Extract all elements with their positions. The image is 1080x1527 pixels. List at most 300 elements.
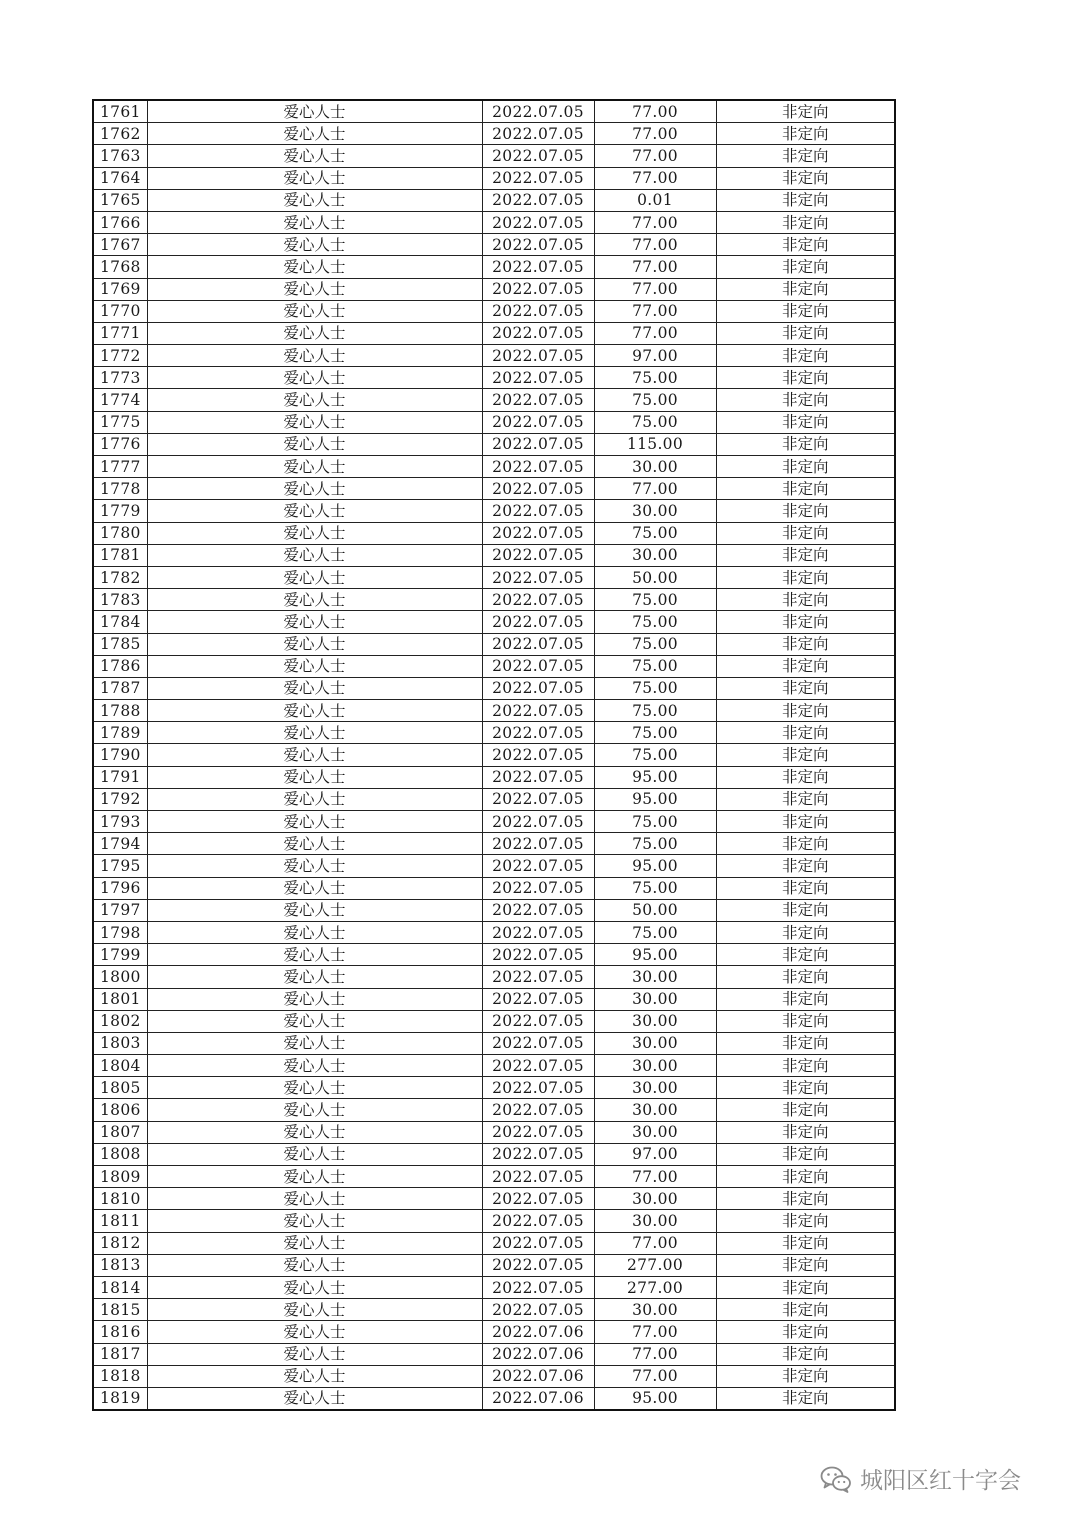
donation-table — [92, 99, 896, 1411]
row-number-cell: 1810 — [93, 1188, 147, 1210]
table-row — [93, 145, 895, 167]
amount-cell: 115.00 — [594, 433, 716, 455]
donation-type-cell: 非定向 — [716, 1232, 895, 1254]
donation-date-cell: 2022.07.05 — [482, 300, 594, 322]
amount-cell: 77.00 — [594, 1343, 716, 1365]
amount-cell: 95.00 — [594, 944, 716, 966]
donation-date-cell: 2022.07.05 — [482, 899, 594, 921]
donation-type-cell: 非定向 — [716, 1121, 895, 1143]
donor-name-cell: 爱心人士 — [147, 100, 482, 123]
amount-cell: 77.00 — [594, 478, 716, 500]
amount-cell: 75.00 — [594, 833, 716, 855]
donor-name-cell: 爱心人士 — [147, 411, 482, 433]
amount-cell: 77.00 — [594, 300, 716, 322]
donation-type-cell: 非定向 — [716, 566, 895, 588]
row-number-cell: 1774 — [93, 389, 147, 411]
donation-date-cell: 2022.07.06 — [482, 1387, 594, 1410]
donation-type-cell: 非定向 — [716, 944, 895, 966]
donation-date-cell: 2022.07.05 — [482, 921, 594, 943]
amount-cell: 77.00 — [594, 322, 716, 344]
table-row — [93, 1321, 895, 1343]
amount-cell: 30.00 — [594, 1210, 716, 1232]
row-number-cell: 1787 — [93, 677, 147, 699]
donor-name-cell: 爱心人士 — [147, 944, 482, 966]
donation-type-cell: 非定向 — [716, 633, 895, 655]
table-row — [93, 633, 895, 655]
donation-type-cell: 非定向 — [716, 1276, 895, 1298]
donor-name-cell: 爱心人士 — [147, 189, 482, 211]
table-row — [93, 1276, 895, 1298]
row-number-cell: 1792 — [93, 788, 147, 810]
amount-cell: 277.00 — [594, 1276, 716, 1298]
table-row — [93, 589, 895, 611]
amount-cell: 77.00 — [594, 145, 716, 167]
donation-date-cell: 2022.07.05 — [482, 677, 594, 699]
donor-name-cell: 爱心人士 — [147, 123, 482, 145]
donor-name-cell: 爱心人士 — [147, 1010, 482, 1032]
donation-type-cell: 非定向 — [716, 1210, 895, 1232]
donation-type-cell: 非定向 — [716, 300, 895, 322]
table-row — [93, 367, 895, 389]
amount-cell: 75.00 — [594, 811, 716, 833]
row-number-cell: 1799 — [93, 944, 147, 966]
table-row — [93, 611, 895, 633]
row-number-cell: 1797 — [93, 899, 147, 921]
donation-date-cell: 2022.07.05 — [482, 855, 594, 877]
donor-name-cell: 爱心人士 — [147, 899, 482, 921]
amount-cell: 77.00 — [594, 1365, 716, 1387]
table-row — [93, 478, 895, 500]
amount-cell: 75.00 — [594, 722, 716, 744]
amount-cell: 30.00 — [594, 1032, 716, 1054]
donation-type-cell: 非定向 — [716, 1343, 895, 1365]
donation-date-cell: 2022.07.05 — [482, 145, 594, 167]
donation-type-cell: 非定向 — [716, 1166, 895, 1188]
table-row — [93, 700, 895, 722]
donor-name-cell: 爱心人士 — [147, 456, 482, 478]
row-number-cell: 1772 — [93, 345, 147, 367]
row-number-cell: 1803 — [93, 1032, 147, 1054]
donation-date-cell: 2022.07.05 — [482, 1210, 594, 1232]
donor-name-cell: 爱心人士 — [147, 433, 482, 455]
row-number-cell: 1808 — [93, 1143, 147, 1165]
donation-date-cell: 2022.07.05 — [482, 211, 594, 233]
donation-date-cell: 2022.07.05 — [482, 655, 594, 677]
donation-date-cell: 2022.07.05 — [482, 766, 594, 788]
donation-date-cell: 2022.07.05 — [482, 1299, 594, 1321]
donation-date-cell: 2022.07.06 — [482, 1343, 594, 1365]
donor-name-cell: 爱心人士 — [147, 322, 482, 344]
donor-name-cell: 爱心人士 — [147, 145, 482, 167]
donor-name-cell: 爱心人士 — [147, 211, 482, 233]
donor-name-cell: 爱心人士 — [147, 1276, 482, 1298]
donor-name-cell: 爱心人士 — [147, 256, 482, 278]
row-number-cell: 1761 — [93, 100, 147, 123]
table-row — [93, 1343, 895, 1365]
donor-name-cell: 爱心人士 — [147, 1032, 482, 1054]
donation-date-cell: 2022.07.05 — [482, 1010, 594, 1032]
row-number-cell: 1817 — [93, 1343, 147, 1365]
row-number-cell: 1777 — [93, 456, 147, 478]
row-number-cell: 1818 — [93, 1365, 147, 1387]
table-row — [93, 811, 895, 833]
donor-name-cell: 爱心人士 — [147, 1321, 482, 1343]
donor-name-cell: 爱心人士 — [147, 811, 482, 833]
table-row — [93, 500, 895, 522]
row-number-cell: 1809 — [93, 1166, 147, 1188]
table-row — [93, 322, 895, 344]
amount-cell: 75.00 — [594, 389, 716, 411]
donation-date-cell: 2022.07.05 — [482, 123, 594, 145]
donation-date-cell: 2022.07.05 — [482, 1188, 594, 1210]
donor-name-cell: 爱心人士 — [147, 988, 482, 1010]
row-number-cell: 1807 — [93, 1121, 147, 1143]
table-row — [93, 167, 895, 189]
row-number-cell: 1814 — [93, 1276, 147, 1298]
row-number-cell: 1811 — [93, 1210, 147, 1232]
donor-name-cell: 爱心人士 — [147, 1365, 482, 1387]
donation-date-cell: 2022.07.05 — [482, 500, 594, 522]
row-number-cell: 1762 — [93, 123, 147, 145]
donation-date-cell: 2022.07.05 — [482, 478, 594, 500]
amount-cell: 95.00 — [594, 766, 716, 788]
donor-name-cell: 爱心人士 — [147, 278, 482, 300]
donation-date-cell: 2022.07.05 — [482, 877, 594, 899]
donation-date-cell: 2022.07.05 — [482, 744, 594, 766]
donor-name-cell: 爱心人士 — [147, 1387, 482, 1410]
donation-type-cell: 非定向 — [716, 921, 895, 943]
donor-name-cell: 爱心人士 — [147, 722, 482, 744]
donation-date-cell: 2022.07.05 — [482, 322, 594, 344]
donation-type-cell: 非定向 — [716, 123, 895, 145]
table-row — [93, 1166, 895, 1188]
row-number-cell: 1782 — [93, 566, 147, 588]
donation-type-cell: 非定向 — [716, 1188, 895, 1210]
table-row — [93, 1210, 895, 1232]
amount-cell: 50.00 — [594, 899, 716, 921]
row-number-cell: 1800 — [93, 966, 147, 988]
donor-name-cell: 爱心人士 — [147, 1099, 482, 1121]
amount-cell: 77.00 — [594, 100, 716, 123]
donor-name-cell: 爱心人士 — [147, 921, 482, 943]
donation-type-cell: 非定向 — [716, 611, 895, 633]
table-row — [93, 522, 895, 544]
amount-cell: 30.00 — [594, 544, 716, 566]
donation-date-cell: 2022.07.05 — [482, 433, 594, 455]
amount-cell: 95.00 — [594, 1387, 716, 1410]
donor-name-cell: 爱心人士 — [147, 566, 482, 588]
donation-type-cell: 非定向 — [716, 700, 895, 722]
donation-type-cell: 非定向 — [716, 988, 895, 1010]
amount-cell: 95.00 — [594, 855, 716, 877]
amount-cell: 77.00 — [594, 1166, 716, 1188]
row-number-cell: 1801 — [93, 988, 147, 1010]
donation-type-cell: 非定向 — [716, 966, 895, 988]
donation-type-cell: 非定向 — [716, 677, 895, 699]
donor-name-cell: 爱心人士 — [147, 167, 482, 189]
donation-type-cell: 非定向 — [716, 1055, 895, 1077]
row-number-cell: 1812 — [93, 1232, 147, 1254]
amount-cell: 75.00 — [594, 589, 716, 611]
donation-date-cell: 2022.07.05 — [482, 589, 594, 611]
row-number-cell: 1781 — [93, 544, 147, 566]
row-number-cell: 1764 — [93, 167, 147, 189]
table-row — [93, 189, 895, 211]
donation-date-cell: 2022.07.05 — [482, 456, 594, 478]
donation-date-cell: 2022.07.05 — [482, 167, 594, 189]
donation-date-cell: 2022.07.06 — [482, 1321, 594, 1343]
row-number-cell: 1816 — [93, 1321, 147, 1343]
amount-cell: 75.00 — [594, 877, 716, 899]
table-row — [93, 211, 895, 233]
donation-type-cell: 非定向 — [716, 189, 895, 211]
row-number-cell: 1806 — [93, 1099, 147, 1121]
row-number-cell: 1765 — [93, 189, 147, 211]
donation-type-cell: 非定向 — [716, 322, 895, 344]
table-row — [93, 1032, 895, 1054]
row-number-cell: 1769 — [93, 278, 147, 300]
donation-type-cell: 非定向 — [716, 456, 895, 478]
row-number-cell: 1802 — [93, 1010, 147, 1032]
donation-date-cell: 2022.07.05 — [482, 234, 594, 256]
donation-date-cell: 2022.07.05 — [482, 278, 594, 300]
donation-type-cell: 非定向 — [716, 100, 895, 123]
donation-date-cell: 2022.07.05 — [482, 833, 594, 855]
donation-type-cell: 非定向 — [716, 522, 895, 544]
watermark-text: 城阳区红十字会 — [860, 1468, 1021, 1494]
donor-name-cell: 爱心人士 — [147, 1077, 482, 1099]
donation-type-cell: 非定向 — [716, 478, 895, 500]
table-row — [93, 234, 895, 256]
watermark — [820, 1462, 1021, 1495]
row-number-cell: 1819 — [93, 1387, 147, 1410]
donor-name-cell: 爱心人士 — [147, 345, 482, 367]
table-row — [93, 1254, 895, 1276]
donation-date-cell: 2022.07.05 — [482, 256, 594, 278]
amount-cell: 75.00 — [594, 677, 716, 699]
amount-cell: 75.00 — [594, 367, 716, 389]
donation-date-cell: 2022.07.05 — [482, 788, 594, 810]
donor-name-cell: 爱心人士 — [147, 478, 482, 500]
amount-cell: 77.00 — [594, 167, 716, 189]
amount-cell: 30.00 — [594, 1188, 716, 1210]
table-row — [93, 566, 895, 588]
row-number-cell: 1788 — [93, 700, 147, 722]
donor-name-cell: 爱心人士 — [147, 744, 482, 766]
donation-date-cell: 2022.07.05 — [482, 544, 594, 566]
table-row — [93, 345, 895, 367]
row-number-cell: 1768 — [93, 256, 147, 278]
amount-cell: 97.00 — [594, 1143, 716, 1165]
row-number-cell: 1790 — [93, 744, 147, 766]
table-row — [93, 855, 895, 877]
donation-date-cell: 2022.07.05 — [482, 1099, 594, 1121]
amount-cell: 75.00 — [594, 411, 716, 433]
donation-type-cell: 非定向 — [716, 1365, 895, 1387]
donation-date-cell: 2022.07.05 — [482, 966, 594, 988]
row-number-cell: 1785 — [93, 633, 147, 655]
table-row — [93, 788, 895, 810]
wechat-icon — [820, 1465, 852, 1493]
donation-date-cell: 2022.07.05 — [482, 389, 594, 411]
row-number-cell: 1767 — [93, 234, 147, 256]
donation-type-cell: 非定向 — [716, 256, 895, 278]
table-row — [93, 766, 895, 788]
row-number-cell: 1794 — [93, 833, 147, 855]
donation-date-cell: 2022.07.05 — [482, 700, 594, 722]
donor-name-cell: 爱心人士 — [147, 1055, 482, 1077]
row-number-cell: 1770 — [93, 300, 147, 322]
donation-date-cell: 2022.07.05 — [482, 633, 594, 655]
table-row — [93, 877, 895, 899]
donation-type-cell: 非定向 — [716, 145, 895, 167]
donation-date-cell: 2022.07.05 — [482, 367, 594, 389]
donor-name-cell: 爱心人士 — [147, 500, 482, 522]
row-number-cell: 1786 — [93, 655, 147, 677]
amount-cell: 97.00 — [594, 345, 716, 367]
table-row — [93, 1232, 895, 1254]
table-row — [93, 433, 895, 455]
donation-type-cell: 非定向 — [716, 788, 895, 810]
donation-date-cell: 2022.07.05 — [482, 345, 594, 367]
table-row — [93, 389, 895, 411]
donor-name-cell: 爱心人士 — [147, 788, 482, 810]
row-number-cell: 1780 — [93, 522, 147, 544]
table-row — [93, 833, 895, 855]
donor-name-cell: 爱心人士 — [147, 589, 482, 611]
donation-type-cell: 非定向 — [716, 899, 895, 921]
row-number-cell: 1796 — [93, 877, 147, 899]
amount-cell: 30.00 — [594, 1299, 716, 1321]
table-row — [93, 677, 895, 699]
donor-name-cell: 爱心人士 — [147, 655, 482, 677]
donation-type-cell: 非定向 — [716, 234, 895, 256]
donor-name-cell: 爱心人士 — [147, 300, 482, 322]
donation-type-cell: 非定向 — [716, 1321, 895, 1343]
donor-name-cell: 爱心人士 — [147, 1143, 482, 1165]
donor-name-cell: 爱心人士 — [147, 544, 482, 566]
amount-cell: 75.00 — [594, 522, 716, 544]
row-number-cell: 1763 — [93, 145, 147, 167]
donation-date-cell: 2022.07.05 — [482, 522, 594, 544]
donor-name-cell: 爱心人士 — [147, 1166, 482, 1188]
donor-name-cell: 爱心人士 — [147, 966, 482, 988]
amount-cell: 77.00 — [594, 234, 716, 256]
amount-cell: 30.00 — [594, 1121, 716, 1143]
table-row — [93, 278, 895, 300]
donor-name-cell: 爱心人士 — [147, 877, 482, 899]
row-number-cell: 1795 — [93, 855, 147, 877]
amount-cell: 0.01 — [594, 189, 716, 211]
donor-name-cell: 爱心人士 — [147, 1188, 482, 1210]
donation-type-cell: 非定向 — [716, 1032, 895, 1054]
row-number-cell: 1793 — [93, 811, 147, 833]
donation-type-cell: 非定向 — [716, 766, 895, 788]
donation-type-cell: 非定向 — [716, 1299, 895, 1321]
donor-name-cell: 爱心人士 — [147, 833, 482, 855]
donation-type-cell: 非定向 — [716, 278, 895, 300]
donation-date-cell: 2022.07.05 — [482, 566, 594, 588]
table-row — [93, 123, 895, 145]
row-number-cell: 1779 — [93, 500, 147, 522]
donor-name-cell: 爱心人士 — [147, 522, 482, 544]
donation-type-cell: 非定向 — [716, 722, 895, 744]
donation-type-cell: 非定向 — [716, 1099, 895, 1121]
table-row — [93, 921, 895, 943]
donation-date-cell: 2022.07.05 — [482, 611, 594, 633]
donor-name-cell: 爱心人士 — [147, 389, 482, 411]
row-number-cell: 1815 — [93, 1299, 147, 1321]
row-number-cell: 1783 — [93, 589, 147, 611]
donation-date-cell: 2022.07.05 — [482, 1032, 594, 1054]
donation-date-cell: 2022.07.05 — [482, 988, 594, 1010]
donation-type-cell: 非定向 — [716, 1077, 895, 1099]
donation-date-cell: 2022.07.05 — [482, 1254, 594, 1276]
donation-type-cell: 非定向 — [716, 1143, 895, 1165]
amount-cell: 50.00 — [594, 566, 716, 588]
table-row — [93, 544, 895, 566]
donation-type-cell: 非定向 — [716, 1254, 895, 1276]
row-number-cell: 1771 — [93, 322, 147, 344]
donation-type-cell: 非定向 — [716, 1010, 895, 1032]
donation-type-cell: 非定向 — [716, 411, 895, 433]
amount-cell: 30.00 — [594, 1099, 716, 1121]
donation-type-cell: 非定向 — [716, 655, 895, 677]
table-row — [93, 944, 895, 966]
donor-name-cell: 爱心人士 — [147, 1210, 482, 1232]
row-number-cell: 1775 — [93, 411, 147, 433]
table-row — [93, 256, 895, 278]
table-row — [93, 1387, 895, 1410]
donation-type-cell: 非定向 — [716, 1387, 895, 1410]
table-row — [93, 1188, 895, 1210]
table-row — [93, 988, 895, 1010]
donor-name-cell: 爱心人士 — [147, 1299, 482, 1321]
donor-name-cell: 爱心人士 — [147, 677, 482, 699]
donation-type-cell: 非定向 — [716, 389, 895, 411]
donation-type-cell: 非定向 — [716, 367, 895, 389]
amount-cell: 77.00 — [594, 256, 716, 278]
row-number-cell: 1805 — [93, 1077, 147, 1099]
donation-date-cell: 2022.07.05 — [482, 1232, 594, 1254]
table-row — [93, 411, 895, 433]
donor-name-cell: 爱心人士 — [147, 1121, 482, 1143]
donation-date-cell: 2022.07.05 — [482, 411, 594, 433]
amount-cell: 77.00 — [594, 278, 716, 300]
amount-cell: 77.00 — [594, 211, 716, 233]
table-row — [93, 1099, 895, 1121]
table-row — [93, 456, 895, 478]
row-number-cell: 1778 — [93, 478, 147, 500]
donation-date-cell: 2022.07.05 — [482, 722, 594, 744]
amount-cell: 77.00 — [594, 1232, 716, 1254]
table-row — [93, 1121, 895, 1143]
donor-name-cell: 爱心人士 — [147, 633, 482, 655]
amount-cell: 95.00 — [594, 788, 716, 810]
donation-type-cell: 非定向 — [716, 811, 895, 833]
donor-name-cell: 爱心人士 — [147, 700, 482, 722]
donation-type-cell: 非定向 — [716, 345, 895, 367]
donation-type-cell: 非定向 — [716, 211, 895, 233]
amount-cell: 75.00 — [594, 655, 716, 677]
row-number-cell: 1776 — [93, 433, 147, 455]
table-row — [93, 1143, 895, 1165]
table-row — [93, 899, 895, 921]
table-row — [93, 655, 895, 677]
donation-type-cell: 非定向 — [716, 833, 895, 855]
table-row — [93, 1010, 895, 1032]
donation-date-cell: 2022.07.05 — [482, 1143, 594, 1165]
